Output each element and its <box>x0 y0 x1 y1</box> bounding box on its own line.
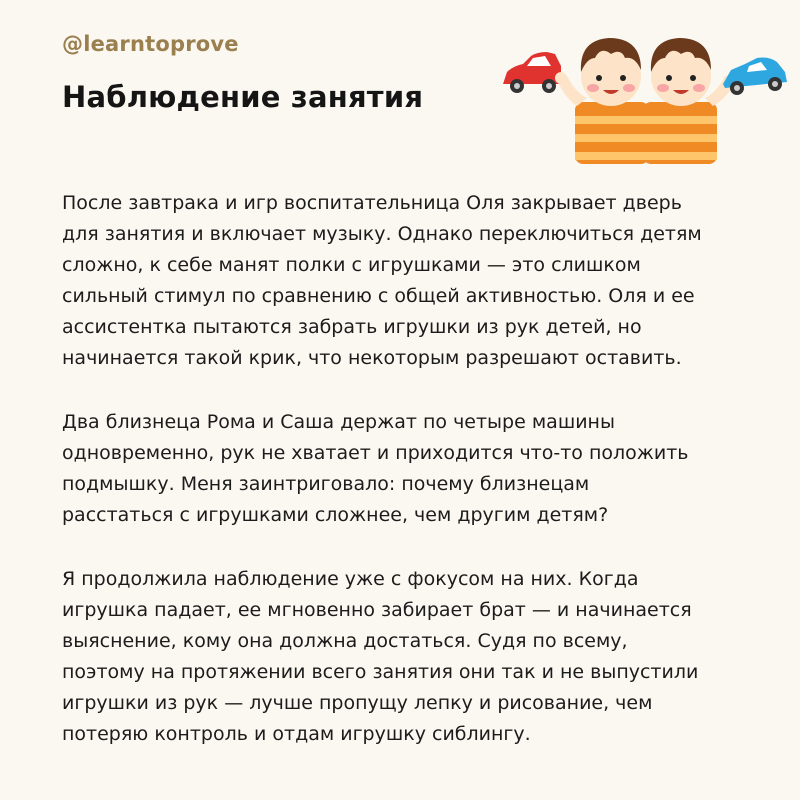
left-twin-icon <box>555 38 649 164</box>
paragraph-line: расстаться с игрушками сложнее, чем другим детям? <box>62 504 609 526</box>
blue-car-icon <box>723 58 787 96</box>
right-twin-icon <box>643 38 737 164</box>
paragraph-3 <box>62 564 762 750</box>
paragraph-line: игрушки из рук — лучше пропущу лепку и рисование, чем <box>62 692 653 714</box>
paragraph-line: После завтрака и игр воспитательница Оля закрывает дверь <box>62 192 682 214</box>
paragraph-line: выяснение, кому она должна достаться. Судя по всему, <box>62 630 628 652</box>
paragraph-line: игрушка падает, ее мгновенно забирает брат — и начинается <box>62 599 692 621</box>
paragraph-line: Я продолжила наблюдение уже с фокусом на них. Когда <box>62 568 639 590</box>
paragraph-line: для занятия и включает музыку. Однако переключиться детям <box>62 223 702 245</box>
page-title: Наблюдение занятия <box>62 80 424 114</box>
paragraph-line: ассистентка пытаются забрать игрушки из рук детей, но <box>62 316 642 338</box>
paragraph-line: начинается такой крик, что некоторым разрешают оставить. <box>62 347 682 369</box>
article-body <box>62 188 762 783</box>
account-handle: @learntoprove <box>62 32 239 56</box>
paragraph-line: одновременно, рук не хватает и приходится что-то положить <box>62 442 689 464</box>
paragraph-line: подмышку. Меня заинтриговало: почему близнецам <box>62 473 590 495</box>
paragraph-line: Два близнеца Рома и Саша держат по четыре машины <box>62 411 615 433</box>
paragraph-line: поэтому на протяжении всего занятия они так и не выпустили <box>62 661 699 683</box>
twins-with-toy-cars-icon <box>495 14 795 164</box>
red-car-icon <box>503 52 561 93</box>
paragraph-line: сильный стимул по сравнению с общей активностью. Оля и ее <box>62 285 695 307</box>
paragraph-1 <box>62 188 762 374</box>
paragraph-2 <box>62 407 762 531</box>
paragraph-line: сложно, к себе манят полки с игрушками — это слишком <box>62 254 641 276</box>
paragraph-line: потеряю контроль и отдам игрушку сиблингу. <box>62 723 531 745</box>
